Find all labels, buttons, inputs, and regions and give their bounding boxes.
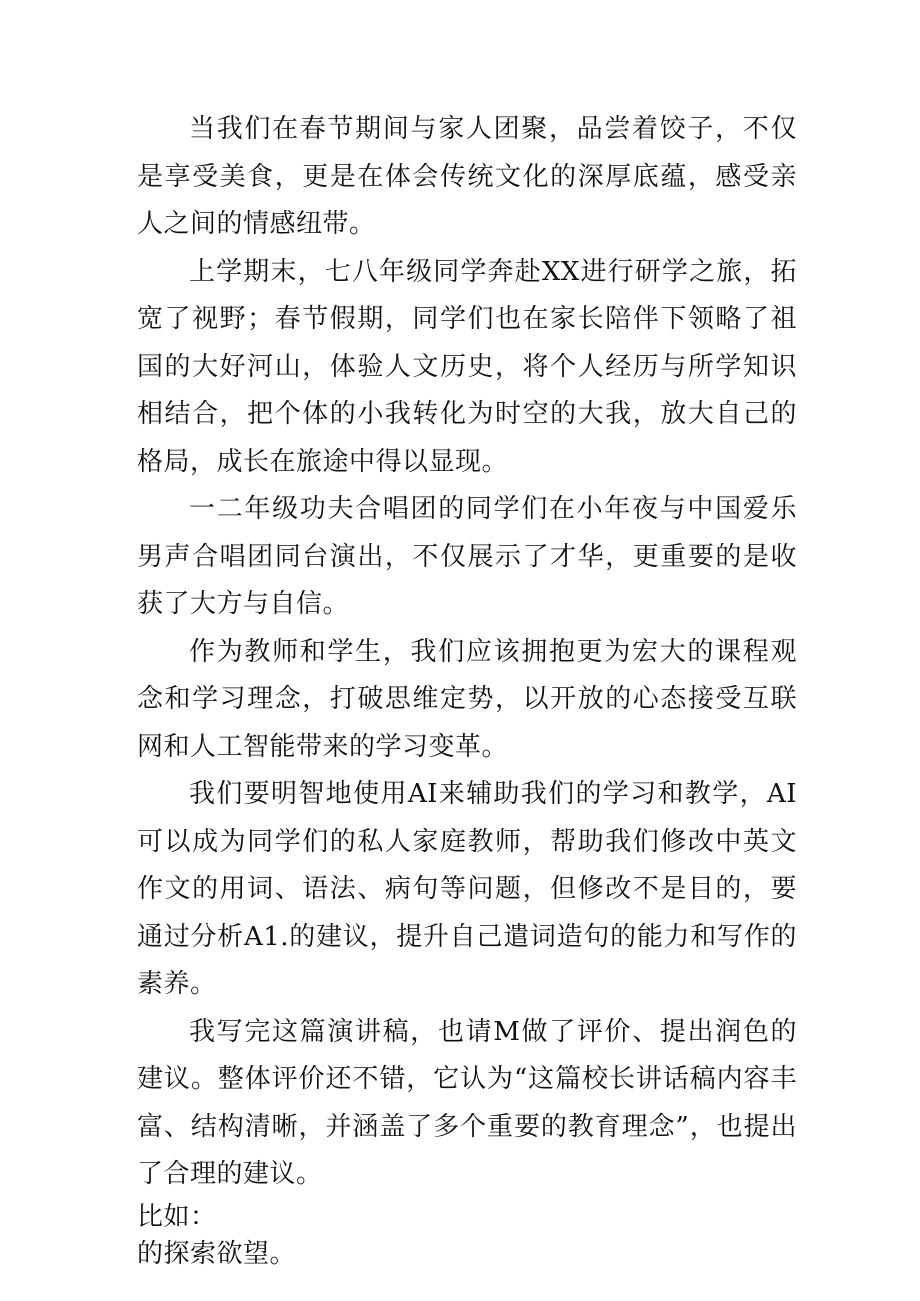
paragraph-curriculum: 作为教师和学生，我们应该拥抱更为宏大的课程观念和学习理念，打破思维定势，以开放的心态接受互联网和人工智能带来的学习变革。 [137, 636, 797, 762]
line-for-example: 比如： [137, 1201, 217, 1232]
paragraph-choir: 一二年级功夫合唱团的同学们在小年夜与中国爱乐男声合唱团同台演出，不仅展示了才华，更重要的是收获了大方与自信。 [137, 494, 797, 619]
paragraph-ai-usage: 我们要明智地使用AI来辅助我们的学习和教学，AI可以成为同学们的私人家庭教师，帮助我们修改中英文作文的用词、语法、病句等问题，但修改不是目的，要通过分析A1.的建议，提升自己遣词造句的能力和写作的素养。 [137, 779, 797, 999]
document-body [137, 106, 797, 1273]
paragraph-evaluation: 我写完这篇演讲稿，也请M做了评价、提出润色的建议。整体评价还不错，它认为“这篇校长讲话稿内容丰富、结构清晰，并涵盖了多个重要的教育理念”，也提出了合理的建议。 [137, 1016, 797, 1189]
paragraph-study-trip: 上学期末，七八年级同学奔赴XX进行研学之旅，拓宽了视野；春节假期，同学们也在家长陪伴下领略了祖国的大好河山，体验人文历史，将个人经历与所学知识相结合，把个体的小我转化为时空的大我，放大自己的格局，成长在旅途中得以显现。 [137, 256, 797, 477]
paragraph-spring-festival: 当我们在春节期间与家人团聚，品尝着饺子，不仅是享受美食，更是在体会传统文化的深厚底蕴，感受亲人之间的情感纽带。 [137, 114, 797, 239]
line-exploration-desire: 的探索欲望。 [137, 1238, 297, 1269]
